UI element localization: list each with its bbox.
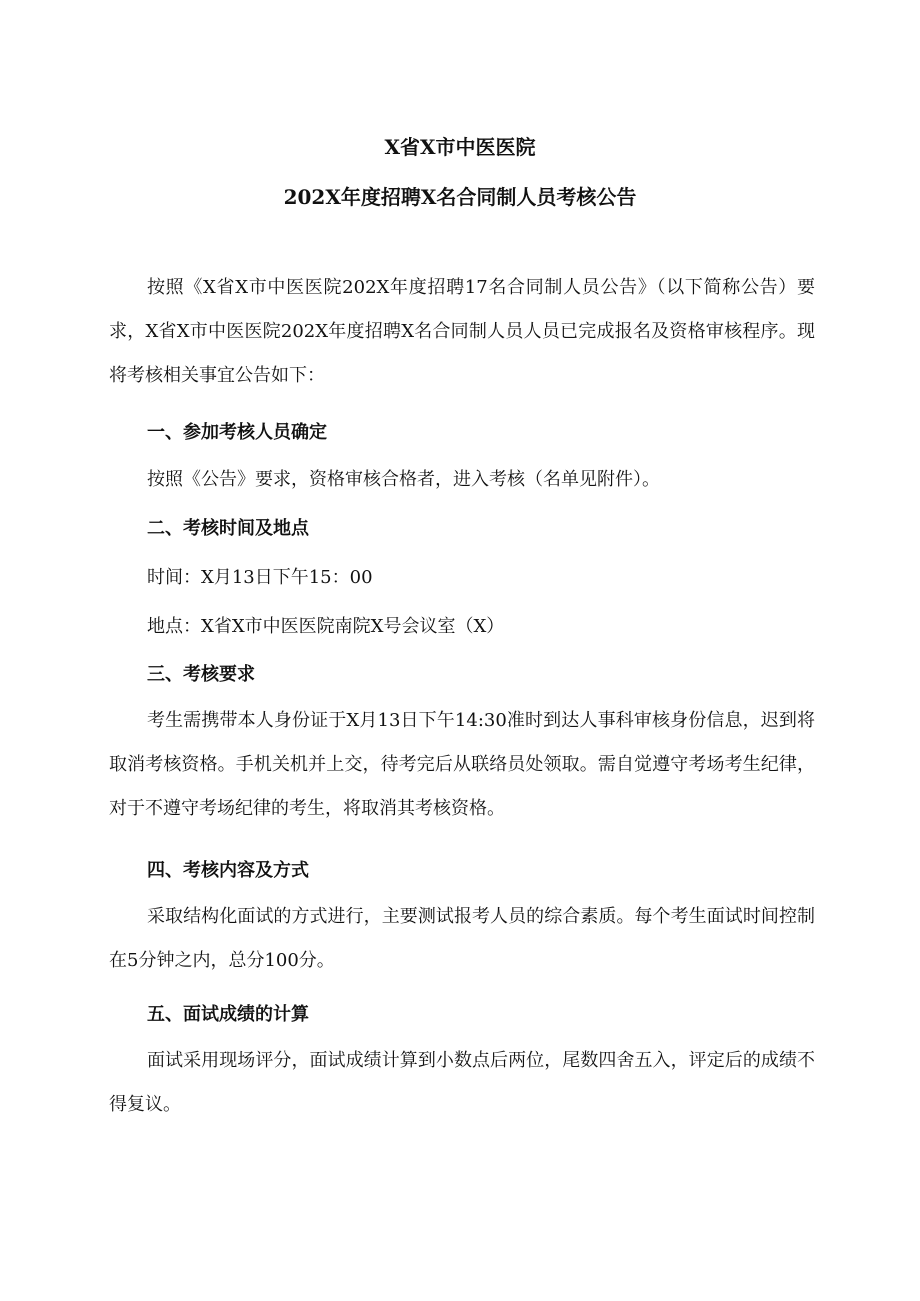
document-title-line1: X省X市中医医院 [384, 135, 536, 159]
exam-time: 时间：X月13日下午15：00 [147, 567, 373, 588]
document-title-line2: 202X年度招聘X名合同制人员考核公告 [283, 185, 637, 209]
section1-heading: 一、参加考核人员确定 [147, 422, 327, 443]
section3-body: 考生需携带本人身份证于X月13日下午14:30准时到达人事科审核身份信息，迟到将取消考核资格。手机关机并上交，待考完后从联络员处领取。需自觉遵守考场考生纪律，对于不遵守考场纪律的考生，将取消其考核资格。 [109, 710, 815, 819]
intro-paragraph: 按照《X省X市中医医院202X年度招聘17名合同制人员公告》（以下简称公告）要求，X省X市中医医院202X年度招聘X名合同制人员人员已完成报名及资格审核程序。现将考核相关事宜公告如下： [109, 277, 815, 386]
section3-heading: 三、考核要求 [147, 664, 255, 685]
section2-heading: 二、考核时间及地点 [147, 518, 309, 539]
section4-body: 采取结构化面试的方式进行，主要测试报考人员的综合素质。每个考生面试时间控制在5分钟之内，总分100分。 [109, 906, 815, 971]
section4-heading: 四、考核内容及方式 [147, 860, 309, 881]
exam-place: 地点：X省X市中医医院南院X号会议室（X） [147, 616, 505, 637]
section5-body: 面试采用现场评分，面试成绩计算到小数点后两位，尾数四舍五入，评定后的成绩不得复议。 [109, 1050, 815, 1115]
section5-heading: 五、面试成绩的计算 [147, 1004, 309, 1025]
section1-body: 按照《公告》要求，资格审核合格者，进入考核（名单见附件）。 [147, 469, 660, 490]
